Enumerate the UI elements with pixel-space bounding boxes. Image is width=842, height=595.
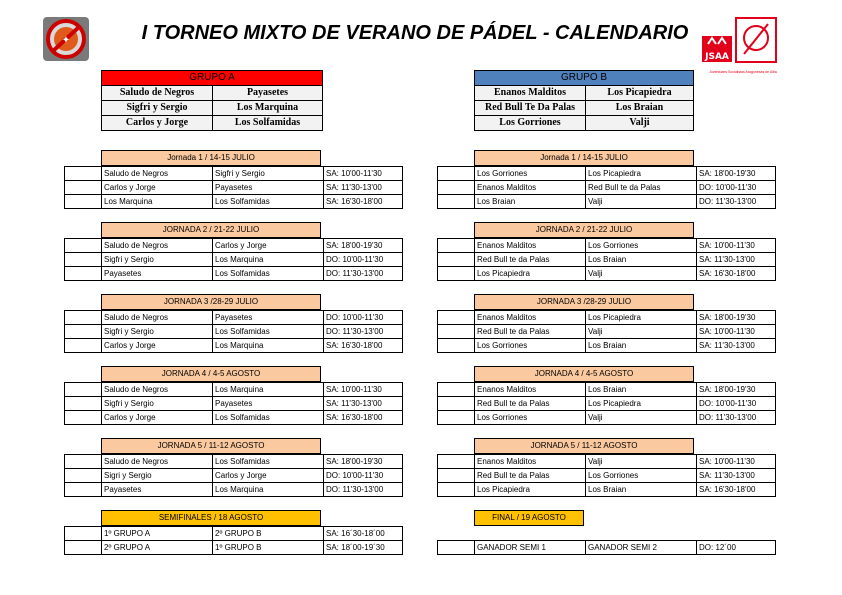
home-team: Saludo de Negros: [102, 167, 213, 181]
match-time: DO: 11'30-13'00: [324, 483, 403, 497]
blank-cell: [438, 253, 475, 267]
home-team: Enanos Malditos: [475, 311, 586, 325]
away-team: Valji: [586, 411, 697, 425]
home-team: Enanos Malditos: [475, 239, 586, 253]
blank-cell: [438, 167, 475, 181]
match-row: [438, 167, 776, 181]
home-team: Sigfri y Sergio: [102, 397, 213, 411]
match-row: [65, 195, 403, 209]
match-row: [65, 397, 403, 411]
match-row: [438, 181, 776, 195]
blank-cell: [438, 483, 475, 497]
team-cell: Enanos Malditos: [475, 86, 586, 101]
away-team: Los Solfamidas: [213, 411, 324, 425]
team-cell: Payasetes: [213, 86, 323, 101]
home-team: 1º GRUPO A: [102, 527, 213, 541]
blank-cell: [438, 383, 475, 397]
away-team: Payasetes: [213, 181, 324, 195]
semifinals-matches: [101, 526, 403, 555]
match-row: [65, 267, 403, 281]
team-cell: Los Picapiedra: [586, 86, 694, 101]
match-row: [438, 325, 776, 339]
match-time: SA: 18'00-19'30: [324, 455, 403, 469]
team-cell: Los Gorriones: [475, 116, 586, 131]
match-time: DO: 11'30-13'00: [324, 267, 403, 281]
away-team: Los Braian: [586, 339, 697, 353]
home-team: Saludo de Negros: [102, 239, 213, 253]
match-time: SA: 11'30-13'00: [324, 181, 403, 195]
match-row: [65, 311, 403, 325]
home-team: Los Gorriones: [475, 339, 586, 353]
home-team: Los Marquina: [102, 195, 213, 209]
jornada-matches: [437, 166, 776, 209]
match-time: DO: 11'30-13'00: [697, 411, 776, 425]
away-team: Red Bull te da Palas: [586, 181, 697, 195]
jornada-matches: [64, 166, 403, 209]
match-row: [65, 383, 403, 397]
match-time: DO: 10'00-11'30: [324, 311, 403, 325]
jornada-header: JORNADA 2 / 21-22 JULIO: [101, 222, 321, 238]
match-time: SA: 18'00-19'30: [697, 383, 776, 397]
home-team: 2º GRUPO A: [102, 541, 213, 555]
tournament-logo: [43, 17, 89, 61]
blank-cell: [65, 253, 102, 267]
away-team: Los Braian: [586, 383, 697, 397]
blank-cell: [65, 411, 102, 425]
blank-cell: [438, 195, 475, 209]
home-team: Red Bull te da Palas: [475, 397, 586, 411]
team-cell: Los Solfamidas: [213, 116, 323, 131]
match-row: [438, 541, 776, 555]
home-team: Sigfri y Sergio: [102, 325, 213, 339]
match-row: [65, 181, 403, 195]
away-team: Los Braian: [586, 483, 697, 497]
blank-cell: [438, 397, 475, 411]
blank-cell: [65, 195, 102, 209]
jornada-header: JORNADA 4 / 4-5 AGOSTO: [474, 366, 694, 382]
blank-cell: [65, 267, 102, 281]
group-b-table: [474, 70, 694, 131]
jornada-matches: [64, 310, 403, 353]
match-time: DO: 12´00: [697, 541, 776, 555]
match-time: DO: 10'00-11'30: [324, 469, 403, 483]
match-row: [65, 253, 403, 267]
blank-cell: [65, 311, 102, 325]
match-row: [438, 483, 776, 497]
match-time: SA: 18'00-19'30: [697, 167, 776, 181]
team-cell: Los Braian: [586, 101, 694, 116]
blank-cell: [65, 455, 102, 469]
away-team: Los Gorriones: [586, 239, 697, 253]
match-row: [438, 311, 776, 325]
match-time: SA: 10'00-11'30: [697, 325, 776, 339]
away-team: Los Marquina: [213, 339, 324, 353]
jornada-matches: [64, 382, 403, 425]
match-row: [102, 527, 403, 541]
away-team: Los Solfamidas: [213, 325, 324, 339]
team-cell: Valji: [586, 116, 694, 131]
match-time: SA: 16'30-18'00: [697, 483, 776, 497]
jsaa-logo: [700, 14, 780, 78]
logo-caption: Juventudes Socialistas Aragonesas de Alba: [709, 70, 777, 74]
match-time: SA: 11'30-13'00: [697, 469, 776, 483]
blank-cell: [438, 311, 475, 325]
page-title: I TORNEO MIXTO DE VERANO DE PÁDEL - CALENDARIO: [141, 22, 689, 44]
away-team: Los Picapiedra: [586, 167, 697, 181]
match-time: SA: 18'00-19'30: [324, 239, 403, 253]
jornada-header: Jornada 1 / 14-15 JULIO: [474, 150, 694, 166]
team-cell: Carlos y Jorge: [102, 116, 213, 131]
home-team: Carlos y Jorge: [102, 339, 213, 353]
match-row: [438, 195, 776, 209]
away-team: Los Marquina: [213, 483, 324, 497]
home-team: Los Picapiedra: [475, 267, 586, 281]
away-team: Carlos y Jorge: [213, 239, 324, 253]
blank-cell: [438, 325, 475, 339]
away-team: Payasetes: [213, 311, 324, 325]
away-team: Los Picapiedra: [586, 311, 697, 325]
home-team: Carlos y Jorge: [102, 411, 213, 425]
home-team: Saludo de Negros: [102, 455, 213, 469]
semifinals-header: SEMIFINALES / 18 AGOSTO: [101, 510, 321, 526]
match-time: DO: 11'30-13'00: [697, 195, 776, 209]
match-time: SA: 10'00-11'30: [697, 455, 776, 469]
away-team: Los Gorriones: [586, 469, 697, 483]
blank-cell: [438, 411, 475, 425]
home-team: Sigfri y Sergio: [102, 253, 213, 267]
blank-cell: [65, 181, 102, 195]
home-team: Los Gorriones: [475, 411, 586, 425]
away-team: Carlos y Jorge: [213, 469, 324, 483]
semifinals-blank-column: [64, 526, 102, 555]
match-row: [438, 239, 776, 253]
blank-cell: [65, 483, 102, 497]
jornada-matches: [437, 310, 776, 353]
jornada-header: JORNADA 5 / 11-12 AGOSTO: [101, 438, 321, 454]
blank-cell: [65, 167, 102, 181]
away-team: Payasetes: [213, 397, 324, 411]
group-a-table: [101, 70, 323, 131]
jornada-matches: [64, 238, 403, 281]
match-row: [65, 325, 403, 339]
match-time: SA: 16'30-18'00: [324, 411, 403, 425]
jornada-header: JORNADA 3 /28-29 JULIO: [101, 294, 321, 310]
finalist-1: GANADOR SEMI 1: [475, 541, 586, 555]
match-time: SA: 16'30-18'00: [697, 267, 776, 281]
home-team: Red Bull te da Palas: [475, 253, 586, 267]
blank-cell: [65, 239, 102, 253]
jornada-matches: [437, 454, 776, 497]
group-b-title: GRUPO B: [475, 71, 694, 86]
logo-badge-text: JSAA: [705, 52, 729, 62]
match-time: DO: 10'00-11'30: [697, 181, 776, 195]
jornada-matches: [437, 382, 776, 425]
match-row: [438, 253, 776, 267]
blank-cell: [65, 325, 102, 339]
blank-cell: [438, 239, 475, 253]
match-time: SA: 10'00-11'30: [324, 167, 403, 181]
away-team: Los Solfamidas: [213, 267, 324, 281]
away-team: Los Marquina: [213, 383, 324, 397]
away-team: Los Solfamidas: [213, 195, 324, 209]
home-team: Payasetes: [102, 483, 213, 497]
match-time: DO: 10'00-11'30: [697, 397, 776, 411]
match-row: [65, 167, 403, 181]
away-team: Valji: [586, 195, 697, 209]
jornada-header: JORNADA 3 /28-29 JULIO: [474, 294, 694, 310]
match-row: [438, 267, 776, 281]
match-time: SA: 11'30-13'00: [697, 339, 776, 353]
home-team: Carlos y Jorge: [102, 181, 213, 195]
away-team: Los Braian: [586, 253, 697, 267]
home-team: Saludo de Negros: [102, 311, 213, 325]
away-team: Valji: [586, 325, 697, 339]
team-cell: Red Bull Te Da Palas: [475, 101, 586, 116]
home-team: Red Bull te da Palas: [475, 469, 586, 483]
final-header: FINAL / 19 AGOSTO: [474, 510, 584, 526]
away-team: Los Marquina: [213, 253, 324, 267]
blank-cell: [65, 339, 102, 353]
match-row: [65, 469, 403, 483]
jornada-header: Jornada 1 / 14-15 JULIO: [101, 150, 321, 166]
away-team: Los Solfamidas: [213, 455, 324, 469]
match-time: SA: 10'00-11'30: [324, 383, 403, 397]
jornada-header: JORNADA 5 / 11-12 AGOSTO: [474, 438, 694, 454]
jornada-matches: [64, 454, 403, 497]
match-row: [65, 455, 403, 469]
blank-cell: [438, 541, 475, 555]
blank-cell: [438, 181, 475, 195]
match-row: [438, 397, 776, 411]
blank-cell: [438, 455, 475, 469]
jornada-header: JORNADA 2 / 21-22 JULIO: [474, 222, 694, 238]
match-time: SA: 11'30-13'00: [697, 253, 776, 267]
finalist-2: GANADOR SEMI 2: [586, 541, 697, 555]
away-team: Sigfri y Sergio: [213, 167, 324, 181]
home-team: Sigri y Sergio: [102, 469, 213, 483]
away-team: Los Picapiedra: [586, 397, 697, 411]
home-team: Enanos Malditos: [475, 455, 586, 469]
blank-cell: [438, 267, 475, 281]
blank-cell: [65, 383, 102, 397]
team-cell: Sigfri y Sergio: [102, 101, 213, 116]
match-row: [65, 239, 403, 253]
match-row: [65, 339, 403, 353]
home-team: Los Gorriones: [475, 167, 586, 181]
match-row: [102, 541, 403, 555]
jornada-matches: [437, 238, 776, 281]
home-team: Enanos Malditos: [475, 383, 586, 397]
blank-cell: [65, 541, 102, 555]
final-match: [437, 540, 776, 555]
blank-cell: [438, 339, 475, 353]
blank-cell: [65, 469, 102, 483]
home-team: Los Braian: [475, 195, 586, 209]
away-team: Valji: [586, 455, 697, 469]
home-team: Los Picapiedra: [475, 483, 586, 497]
home-team: Payasetes: [102, 267, 213, 281]
match-time: SA: 18´00-19´30: [324, 541, 403, 555]
match-row: [438, 411, 776, 425]
away-team: 1º GRUPO B: [213, 541, 324, 555]
jornada-header: JORNADA 4 / 4-5 AGOSTO: [101, 366, 321, 382]
match-row: [65, 483, 403, 497]
match-time: DO: 10'00-11'30: [324, 253, 403, 267]
match-time: SA: 18'00-19'30: [697, 311, 776, 325]
match-time: SA: 16'30-18'00: [324, 195, 403, 209]
match-time: SA: 16´30-18´00: [324, 527, 403, 541]
team-cell: Saludo de Negros: [102, 86, 213, 101]
match-row: [65, 411, 403, 425]
home-team: Red Bull te da Palas: [475, 325, 586, 339]
home-team: Saludo de Negros: [102, 383, 213, 397]
match-time: DO: 11'30-13'00: [324, 325, 403, 339]
blank-cell: [438, 469, 475, 483]
match-time: SA: 10'00-11'30: [697, 239, 776, 253]
match-row: [438, 469, 776, 483]
match-row: [438, 383, 776, 397]
match-time: SA: 11'30-13'00: [324, 397, 403, 411]
match-row: [438, 339, 776, 353]
away-team: Valji: [586, 267, 697, 281]
group-a-title: GRUPO A: [102, 71, 323, 86]
match-time: SA: 16'30-18'00: [324, 339, 403, 353]
match-row: [438, 455, 776, 469]
team-cell: Los Marquina: [213, 101, 323, 116]
svg-text:✦: ✦: [61, 35, 71, 46]
blank-cell: [65, 527, 102, 541]
blank-cell: [65, 397, 102, 411]
home-team: Enanos Malditos: [475, 181, 586, 195]
away-team: 2º GRUPO B: [213, 527, 324, 541]
